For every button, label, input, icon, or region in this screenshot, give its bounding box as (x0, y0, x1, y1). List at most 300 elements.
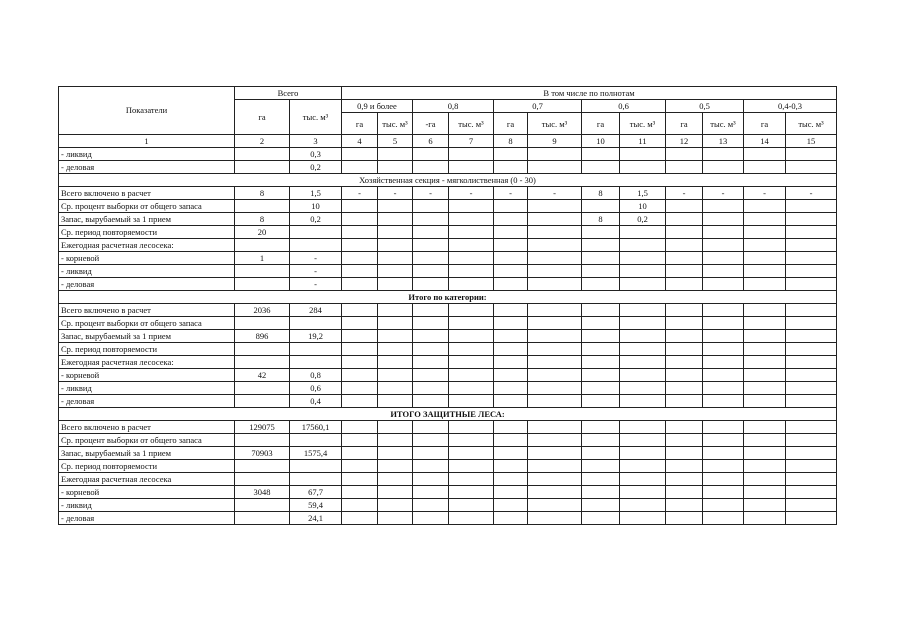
density-cell (620, 330, 666, 343)
density-cell (666, 330, 703, 343)
density-cell (413, 278, 449, 291)
density-cell (703, 382, 744, 395)
row-label: Ср. процент выборки от общего запаса (59, 434, 235, 447)
table-row (59, 512, 837, 525)
total-ha-cell (235, 200, 290, 213)
density-cell (620, 317, 666, 330)
density-cell (744, 369, 786, 382)
density-cell (744, 512, 786, 525)
density-cell (786, 148, 837, 161)
table-row (59, 369, 837, 382)
density-cell (582, 447, 620, 460)
row-label: Ср. процент выборки от общего запаса (59, 200, 235, 213)
density-cell: 8 (582, 187, 620, 200)
density-cell (342, 421, 378, 434)
density-cell (786, 317, 837, 330)
column-number: 7 (449, 135, 494, 148)
total-m3-cell: 0,6 (290, 382, 342, 395)
density-cell (620, 369, 666, 382)
density-cell (703, 395, 744, 408)
density-cell (449, 434, 494, 447)
total-ha-cell (235, 239, 290, 252)
density-cell (449, 369, 494, 382)
density-cell (449, 512, 494, 525)
table-row (59, 434, 837, 447)
density-cell (342, 499, 378, 512)
density-cell (582, 304, 620, 317)
density-cell (342, 486, 378, 499)
density-cell (494, 148, 528, 161)
density-cell (342, 148, 378, 161)
column-number: 5 (378, 135, 413, 148)
header-by-density: В том числе по полнотам (342, 87, 837, 100)
density-cell (744, 499, 786, 512)
density-cell (528, 317, 582, 330)
total-m3-cell (290, 356, 342, 369)
density-cell (786, 434, 837, 447)
density-cell (413, 148, 449, 161)
total-m3-cell (290, 473, 342, 486)
row-label: - деловая (59, 512, 235, 525)
density-cell (582, 148, 620, 161)
density-cell (413, 460, 449, 473)
row-label: - ликвид (59, 382, 235, 395)
density-cell (666, 278, 703, 291)
density-cell: 8 (582, 213, 620, 226)
density-cell (582, 460, 620, 473)
density-cell (449, 499, 494, 512)
density-cell (378, 421, 413, 434)
density-cell (528, 447, 582, 460)
density-cell (703, 473, 744, 486)
density-cell (494, 434, 528, 447)
density-cell (703, 239, 744, 252)
density-cell (378, 330, 413, 343)
density-cell (786, 473, 837, 486)
density-cell (666, 356, 703, 369)
density-cell (703, 499, 744, 512)
density-cell: 0,2 (620, 213, 666, 226)
density-cell (449, 486, 494, 499)
total-m3-cell (290, 239, 342, 252)
total-ha-cell (235, 265, 290, 278)
density-cell (666, 226, 703, 239)
density-cell (494, 161, 528, 174)
table-row (59, 187, 837, 200)
density-cell (703, 304, 744, 317)
density-cell: - (744, 187, 786, 200)
density-cell (528, 369, 582, 382)
column-number: 11 (620, 135, 666, 148)
density-cell (342, 382, 378, 395)
density-cell (786, 512, 837, 525)
row-label: - деловая (59, 395, 235, 408)
density-cell (666, 499, 703, 512)
density-cell (786, 447, 837, 460)
density-cell: - (786, 187, 837, 200)
density-cell (494, 486, 528, 499)
density-cell (744, 447, 786, 460)
total-m3-cell (290, 460, 342, 473)
density-cell (744, 200, 786, 213)
density-cell (528, 343, 582, 356)
density-cell (786, 356, 837, 369)
density-cell (786, 382, 837, 395)
density-cell (666, 447, 703, 460)
density-cell (494, 304, 528, 317)
density-cell (666, 486, 703, 499)
header-density-2: 0,7 (494, 100, 582, 113)
section-title-row (59, 174, 837, 187)
table-row (59, 148, 837, 161)
column-number: 4 (342, 135, 378, 148)
density-cell (528, 512, 582, 525)
density-cell (620, 304, 666, 317)
density-cell (413, 499, 449, 512)
header-sub-m3: тыс. м³ (703, 113, 744, 135)
header-density-0: 0,9 и более (342, 100, 413, 113)
header-total: Всего (235, 87, 342, 100)
density-cell (744, 382, 786, 395)
density-cell (744, 486, 786, 499)
density-cell (786, 265, 837, 278)
total-m3-cell (290, 226, 342, 239)
density-cell (786, 252, 837, 265)
table-row (59, 486, 837, 499)
row-label: Ежегодная расчетная лесосека (59, 473, 235, 486)
section-title-row (59, 291, 837, 304)
density-cell (582, 330, 620, 343)
density-cell (342, 330, 378, 343)
density-cell (786, 421, 837, 434)
density-cell (528, 200, 582, 213)
density-cell (620, 356, 666, 369)
row-label: - ликвид (59, 499, 235, 512)
total-m3-cell: - (290, 265, 342, 278)
total-ha-cell (235, 148, 290, 161)
density-cell (703, 226, 744, 239)
density-cell (582, 252, 620, 265)
header-sub-ha: га (744, 113, 786, 135)
density-cell (703, 434, 744, 447)
column-number: 8 (494, 135, 528, 148)
column-number: 13 (703, 135, 744, 148)
density-cell (703, 252, 744, 265)
density-cell (413, 473, 449, 486)
density-cell (528, 148, 582, 161)
table-row (59, 304, 837, 317)
header-density-3: 0,6 (582, 100, 666, 113)
density-cell (494, 369, 528, 382)
density-cell (342, 317, 378, 330)
total-m3-cell (290, 434, 342, 447)
density-cell (449, 213, 494, 226)
table-row (59, 278, 837, 291)
header-sub-m3: тыс. м³ (378, 113, 413, 135)
density-cell (666, 304, 703, 317)
density-cell (494, 239, 528, 252)
table-row (59, 447, 837, 460)
density-cell (342, 356, 378, 369)
column-number: 10 (582, 135, 620, 148)
header-sub-ha: -га (413, 113, 449, 135)
density-cell (582, 265, 620, 278)
total-m3-cell: 59,4 (290, 499, 342, 512)
density-cell (342, 369, 378, 382)
row-label: - ликвид (59, 148, 235, 161)
density-cell (528, 278, 582, 291)
density-cell (744, 343, 786, 356)
density-cell (378, 447, 413, 460)
density-cell: - (703, 187, 744, 200)
density-cell (342, 252, 378, 265)
density-cell: - (378, 187, 413, 200)
density-cell (413, 512, 449, 525)
density-cell (582, 317, 620, 330)
density-cell (342, 161, 378, 174)
table-row (59, 317, 837, 330)
density-cell (494, 512, 528, 525)
total-ha-cell (235, 460, 290, 473)
row-label: Всего включено в расчет (59, 304, 235, 317)
density-cell (786, 460, 837, 473)
header-sub-ha: га (342, 113, 378, 135)
density-cell (786, 213, 837, 226)
density-cell (449, 382, 494, 395)
density-cell (413, 304, 449, 317)
density-cell (413, 226, 449, 239)
total-ha-cell: 20 (235, 226, 290, 239)
density-cell (582, 161, 620, 174)
density-cell (413, 486, 449, 499)
density-cell: - (449, 187, 494, 200)
density-cell (744, 330, 786, 343)
total-ha-cell (235, 382, 290, 395)
header-sub-m3: тыс. м³ (620, 113, 666, 135)
density-cell (494, 447, 528, 460)
total-m3-cell: 19,2 (290, 330, 342, 343)
header-sub-ha: га (494, 113, 528, 135)
density-cell (449, 304, 494, 317)
table-row (59, 460, 837, 473)
density-cell (620, 473, 666, 486)
forest-table-sheet (58, 86, 836, 525)
density-cell (449, 161, 494, 174)
density-cell (342, 395, 378, 408)
density-cell (703, 161, 744, 174)
density-cell (449, 473, 494, 486)
table-row (59, 161, 837, 174)
column-number: 1 (59, 135, 235, 148)
density-cell (582, 473, 620, 486)
density-cell (666, 148, 703, 161)
total-ha-cell (235, 356, 290, 369)
section-title: Хозяйственная секция - мягколиственная (0 - 30) (59, 174, 837, 187)
density-cell (620, 252, 666, 265)
row-label: Всего включено в расчет (59, 187, 235, 200)
density-cell (413, 421, 449, 434)
density-cell (378, 460, 413, 473)
density-cell (666, 395, 703, 408)
density-cell (786, 304, 837, 317)
table-row (59, 252, 837, 265)
density-cell (378, 382, 413, 395)
column-number: 6 (413, 135, 449, 148)
density-cell (449, 200, 494, 213)
total-ha-cell (235, 317, 290, 330)
density-cell (494, 252, 528, 265)
density-cell (342, 460, 378, 473)
density-cell (494, 265, 528, 278)
section-title: Итого по категории: (59, 291, 837, 304)
density-cell (703, 330, 744, 343)
density-cell (703, 278, 744, 291)
density-cell (666, 343, 703, 356)
density-cell (582, 278, 620, 291)
density-cell (528, 473, 582, 486)
row-label: - корневой (59, 486, 235, 499)
density-cell (620, 421, 666, 434)
density-cell (703, 512, 744, 525)
density-cell (413, 395, 449, 408)
density-cell (744, 252, 786, 265)
row-label: - деловая (59, 278, 235, 291)
table-row (59, 200, 837, 213)
density-cell (342, 213, 378, 226)
table-row (59, 343, 837, 356)
total-ha-cell: 8 (235, 213, 290, 226)
row-label: - деловая (59, 161, 235, 174)
density-cell (582, 486, 620, 499)
header-sub-m3: тыс. м³ (528, 113, 582, 135)
density-cell (413, 434, 449, 447)
density-cell (786, 499, 837, 512)
density-cell (449, 148, 494, 161)
row-label: Ежегодная расчетная лесосека: (59, 356, 235, 369)
density-cell (620, 395, 666, 408)
density-cell (786, 239, 837, 252)
row-label: Запас, вырубаемый за 1 прием (59, 330, 235, 343)
density-cell (666, 434, 703, 447)
column-number: 9 (528, 135, 582, 148)
density-cell (378, 161, 413, 174)
density-cell (378, 265, 413, 278)
total-ha-cell: 42 (235, 369, 290, 382)
density-cell (582, 421, 620, 434)
density-cell (378, 499, 413, 512)
density-cell (703, 148, 744, 161)
density-cell (666, 252, 703, 265)
total-ha-cell: 896 (235, 330, 290, 343)
row-label: Ежегодная расчетная лесосека: (59, 239, 235, 252)
density-cell (744, 473, 786, 486)
density-cell (449, 226, 494, 239)
header-row-1 (59, 87, 837, 100)
density-cell (413, 200, 449, 213)
total-ha-cell: 70903 (235, 447, 290, 460)
total-m3-cell (290, 317, 342, 330)
density-cell: - (413, 187, 449, 200)
header-sub-ha: га (666, 113, 703, 135)
density-cell (378, 473, 413, 486)
density-cell (413, 265, 449, 278)
column-numbers-row (59, 135, 837, 148)
row-label: Всего включено в расчет (59, 421, 235, 434)
density-cell (494, 421, 528, 434)
total-ha-cell (235, 434, 290, 447)
density-cell (449, 460, 494, 473)
density-cell (528, 421, 582, 434)
density-cell (494, 473, 528, 486)
density-cell (744, 226, 786, 239)
density-cell (528, 434, 582, 447)
density-cell (582, 356, 620, 369)
column-number: 15 (786, 135, 837, 148)
density-cell (378, 239, 413, 252)
density-cell (620, 343, 666, 356)
density-cell (494, 213, 528, 226)
density-cell (582, 512, 620, 525)
density-cell (744, 148, 786, 161)
density-cell (744, 395, 786, 408)
density-cell (494, 382, 528, 395)
density-cell (582, 382, 620, 395)
density-cell (528, 161, 582, 174)
density-cell (528, 304, 582, 317)
density-cell (582, 226, 620, 239)
density-cell (582, 499, 620, 512)
density-cell (786, 330, 837, 343)
section-title-row (59, 408, 837, 421)
density-cell (703, 265, 744, 278)
column-number: 12 (666, 135, 703, 148)
density-cell (744, 213, 786, 226)
density-cell (342, 304, 378, 317)
table-row (59, 213, 837, 226)
density-cell (342, 265, 378, 278)
density-cell (703, 317, 744, 330)
density-cell (620, 512, 666, 525)
density-cell (378, 252, 413, 265)
density-cell (378, 512, 413, 525)
density-cell (342, 200, 378, 213)
header-sub-m3: тыс. м³ (786, 113, 837, 135)
density-cell (703, 200, 744, 213)
table-row (59, 395, 837, 408)
density-cell (528, 239, 582, 252)
density-cell (582, 239, 620, 252)
total-m3-cell: 67,7 (290, 486, 342, 499)
total-ha-cell (235, 473, 290, 486)
density-cell (666, 512, 703, 525)
density-cell (378, 395, 413, 408)
column-number: 14 (744, 135, 786, 148)
total-ha-cell: 2036 (235, 304, 290, 317)
density-cell (666, 421, 703, 434)
density-cell (666, 213, 703, 226)
density-cell (449, 421, 494, 434)
density-cell (620, 382, 666, 395)
density-cell (528, 330, 582, 343)
table-row (59, 382, 837, 395)
header-density-1: 0,8 (413, 100, 494, 113)
density-cell (703, 486, 744, 499)
density-cell (620, 460, 666, 473)
density-cell (449, 395, 494, 408)
density-cell (744, 161, 786, 174)
density-cell (413, 369, 449, 382)
density-cell (342, 434, 378, 447)
